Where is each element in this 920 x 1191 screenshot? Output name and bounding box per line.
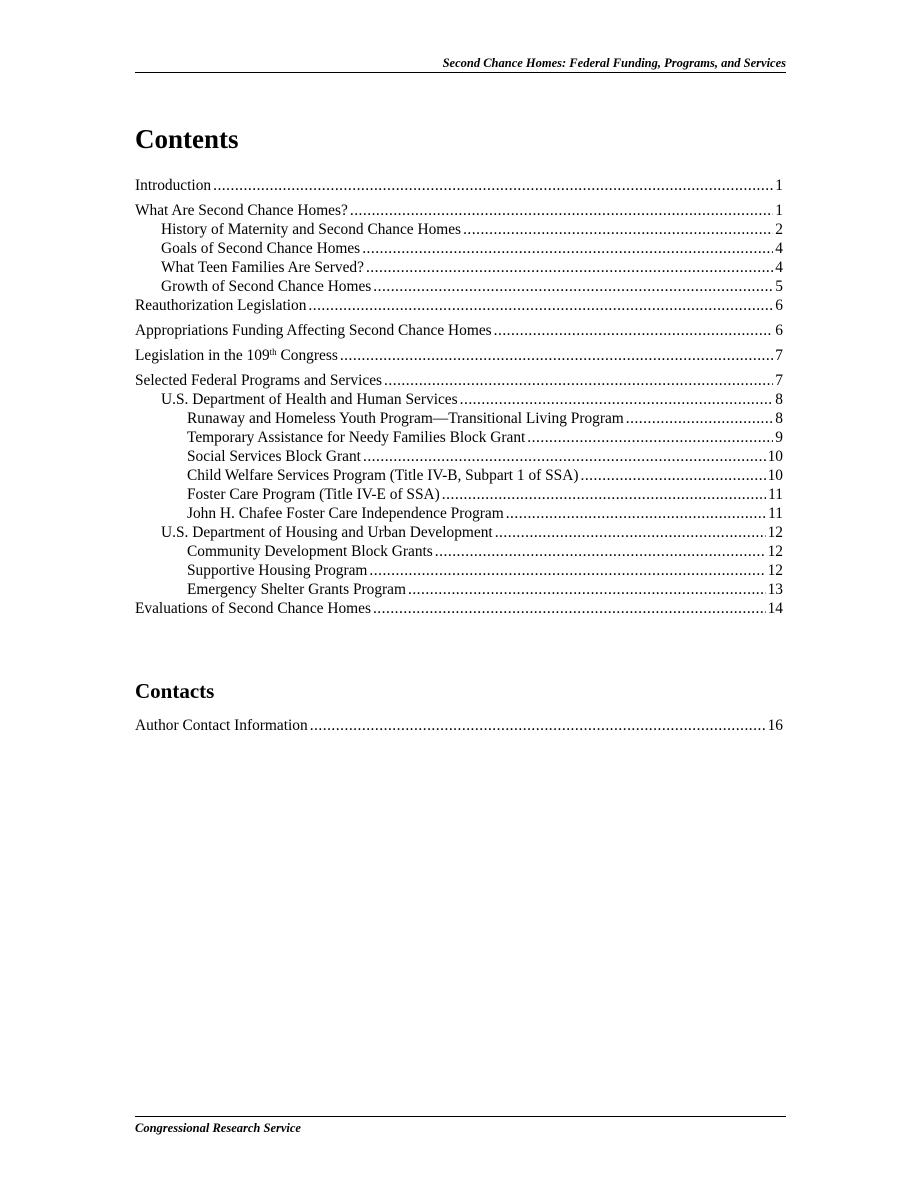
toc-entry-appropriations-funding[interactable] [135,321,783,340]
toc-page-number: 7 [775,347,783,364]
toc-entry-title: Introduction [135,177,212,194]
dot-leader [463,220,773,239]
toc-entry-selected-federal-programs[interactable] [135,371,783,390]
ordinal-superscript: th [269,347,277,357]
dot-leader [495,523,766,542]
toc-page-number: 16 [767,717,783,734]
toc-entry-goals[interactable] [135,239,783,258]
dot-leader [366,258,773,277]
dot-leader [363,447,766,466]
toc-entry-title: Runaway and Homeless Youth Program—Transitional Living Program [187,410,624,427]
running-header: Second Chance Homes: Federal Funding, Programs, and Services [442,56,786,70]
dot-leader [308,296,773,315]
toc-page-number: 1 [775,202,783,219]
toc-page-number: 8 [775,391,783,408]
toc-page-number: 12 [767,562,783,579]
toc-entry-title: History of Maternity and Second Chance Homes [161,221,462,238]
toc-entry-history-of-maternity-homes[interactable] [135,220,783,239]
dot-leader [373,599,766,618]
toc-entry-title: U.S. Department of Health and Human Services [161,391,458,408]
toc-page-number: 12 [767,524,783,541]
toc-page-number: 12 [767,543,783,560]
contents-heading: Contents [135,124,239,154]
dot-leader [384,371,773,390]
dot-leader [213,176,773,195]
title-suffix: Congress [276,347,338,364]
contacts-heading: Contacts [135,679,215,703]
toc-page-number: 11 [768,505,783,522]
toc-entry-what-are-second-chance-homes[interactable] [135,201,783,220]
toc-entry-title: Foster Care Program (Title IV-E of SSA) [187,486,440,503]
toc-entry-introduction[interactable] [135,176,783,195]
toc-entry-child-welfare-services[interactable] [135,466,783,485]
dot-leader [494,321,774,340]
footer-organization: Congressional Research Service [135,1121,301,1135]
toc-entry-emergency-shelter-grants[interactable] [135,580,783,599]
toc-page-number: 4 [775,240,783,257]
toc-page-number: 14 [767,600,783,617]
toc-page-number: 10 [767,467,783,484]
toc-entry-author-contact[interactable] [135,716,783,735]
dot-leader [626,409,774,428]
toc-entry-tanf[interactable] [135,428,783,447]
toc-entry-title: Selected Federal Programs and Services [135,372,383,389]
dot-leader [310,716,766,735]
toc-entry-title: Community Development Block Grants [187,543,433,560]
toc-entry-evaluations[interactable] [135,599,783,618]
dot-leader [442,485,766,504]
toc-entry-hud[interactable] [135,523,783,542]
toc-entry-supportive-housing[interactable] [135,561,783,580]
toc-page-number: 7 [775,372,783,389]
toc-entry-title: Supportive Housing Program [187,562,368,579]
dot-leader [527,428,773,447]
dot-leader [580,466,765,485]
toc-entry-hhs[interactable] [135,390,783,409]
toc-page-number: 1 [775,177,783,194]
toc-entry-legislation-109th-congress[interactable] [135,346,783,365]
toc-entry-title: Social Services Block Grant [187,448,361,465]
toc-entry-title: Child Welfare Services Program (Title IV-B, Subpart 1 of SSA) [187,467,579,484]
dot-leader [362,239,773,258]
toc-entry-ssbg[interactable] [135,447,783,466]
toc-entry-title [135,346,338,365]
toc-entry-foster-care-program[interactable] [135,485,783,504]
toc-entry-teen-families-served[interactable] [135,258,783,277]
dot-leader [506,504,766,523]
toc-entry-title: Author Contact Information [135,717,308,734]
toc-page-number: 10 [767,448,783,465]
table-of-contents [135,176,783,618]
toc-page-number: 2 [775,221,783,238]
toc-entry-chafee[interactable] [135,504,783,523]
footer-rule [135,1116,786,1117]
toc-entry-title: John H. Chafee Foster Care Independence Program [187,505,504,522]
toc-entry-title: Evaluations of Second Chance Homes [135,600,371,617]
toc-page-number: 11 [768,486,783,503]
toc-page-number: 6 [775,297,783,314]
toc-page-number: 5 [775,278,783,295]
toc-entry-runaway-homeless-youth[interactable] [135,409,783,428]
toc-page-number: 13 [767,581,783,598]
dot-leader [369,561,765,580]
toc-entry-title: Goals of Second Chance Homes [161,240,361,257]
toc-entry-growth[interactable] [135,277,783,296]
toc-entry-title: What Teen Families Are Served? [161,259,364,276]
toc-entry-title: Emergency Shelter Grants Program [187,581,406,598]
toc-entry-title: U.S. Department of Housing and Urban Development [161,524,493,541]
toc-page-number: 9 [775,429,783,446]
contacts-list [135,716,783,735]
toc-page-number: 4 [775,259,783,276]
toc-entry-reauthorization-legislation[interactable] [135,296,783,315]
dot-leader [350,201,773,220]
toc-entry-title: Reauthorization Legislation [135,297,307,314]
toc-entry-cdbg[interactable] [135,542,783,561]
toc-page-number: 8 [775,410,783,427]
toc-entry-title: Growth of Second Chance Homes [161,278,372,295]
dot-leader [340,346,773,365]
dot-leader [460,390,774,409]
toc-entry-title: What Are Second Chance Homes? [135,202,348,219]
title-prefix: Legislation in the 109 [135,347,270,364]
header-rule [135,72,786,73]
toc-page-number: 6 [775,322,783,339]
dot-leader [408,580,766,599]
toc-entry-title: Temporary Assistance for Needy Families Block Grant [187,429,526,446]
toc-entry-title: Appropriations Funding Affecting Second Chance Homes [135,322,492,339]
dot-leader [373,277,773,296]
dot-leader [435,542,766,561]
